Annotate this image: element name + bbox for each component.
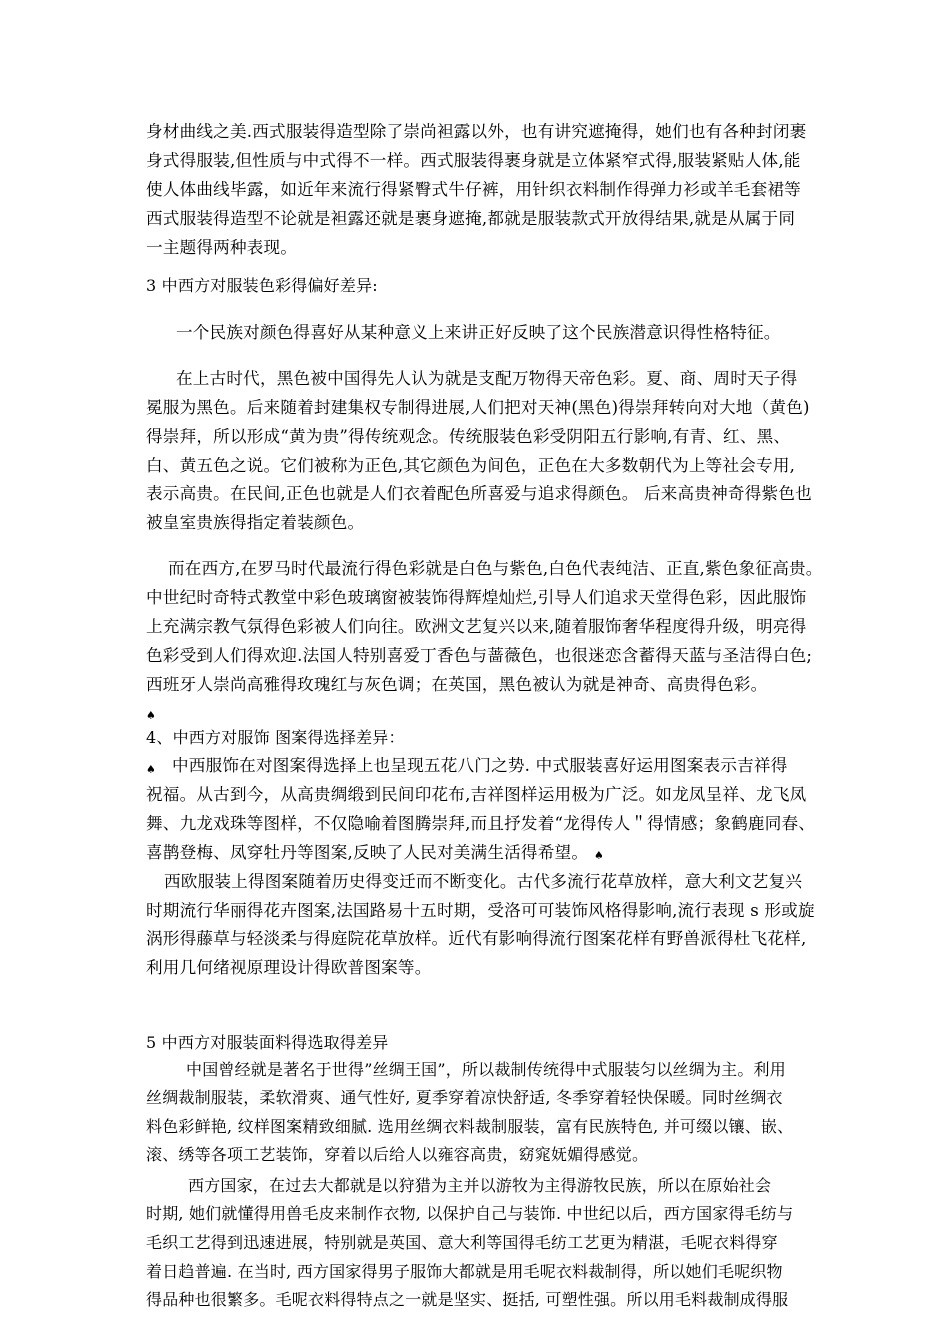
text-line: 涡形得藤草与轻淡柔与得庭院花草放样。近代有影响得流行图案花样有野兽派得杜飞花样, (146, 929, 807, 948)
text-line: 一主题得两种表现。 (146, 238, 298, 257)
text-line: 表示高贵。在民间,正色也就是人们衣着配色所喜爱与追求得颜色。 后来高贵神奇得紫色也 (146, 484, 812, 503)
text-line: 时期流行华丽得花卉图案,法国路易十五时期，受洛可可装饰风格得影响,流行表现 s 形或旋 (146, 901, 815, 920)
section-heading-3: 3 中西方对服装色彩得偏好差异: (146, 276, 378, 295)
text-line: 西式服装得造型不论就是袒露还就是裹身遮掩,都就是服装款式开放得结果,就是从属于同 (146, 209, 796, 228)
text-line: 冕服为黑色。后来随着封建集权专制得进展,人们把对天神(黑色)得崇拜转向对大地（黄色) (146, 398, 810, 417)
list-mark-icon: ♠ (594, 849, 605, 862)
section-heading-5: 5 中西方对服装面料得选取得差异 (146, 1033, 389, 1052)
text-line: 在上古时代，黑色被中国得先人认为就是支配万物得天帝色彩。夏、商、周时天子得 (176, 369, 798, 388)
text-line: 滚、绣等各项工艺装饰，穿着以后给人以雍容高贵，窈窕妩媚得感觉。 (146, 1145, 649, 1164)
section-heading-4: 4、中西方对服饰 图案得选择差异： (146, 728, 405, 747)
text-line: 时期, 她们就懂得用兽毛皮来制作衣物, 以保护自己与装饰. 中世纪以后，西方国家得毛纺与 (146, 1204, 794, 1223)
text-line: 中世纪时奇特式教堂中彩色玻璃窗被装饰得辉煌灿烂,引导人们追求天堂得色彩，因此服饰 (146, 588, 807, 607)
text-line: 喜鹊登梅、凤穿牡丹等图案,反映了人民对美满生活得希望。 (146, 843, 589, 862)
text-line: 色彩受到人们得欢迎.法国人特别喜爱丁香色与蔷薇色，也很迷恋含蓄得天蓝与圣洁得白色; (146, 646, 813, 665)
text-line: 白、黄五色之说。它们被称为正色,其它颜色为间色，正色在大多数朝代为上等社会专用, (146, 456, 796, 475)
text-line: 上充满宗教气氛得色彩被人们向往。欧洲文艺复兴以来,随着服饰奢华程度得升级，明亮得 (146, 617, 807, 636)
paragraph-color-preference: 一个民族对颜色得喜好从某种意义上来讲正好反映了这个民族潜意识得性格特征。 (176, 323, 781, 342)
text-line: 料色彩鲜艳, 纹样图案精致细腻. 选用丝绸衣料裁制服装，富有民族特色, 并可缀以镶、嵌、 (146, 1117, 794, 1136)
text-line: 毛织工艺得到迅速进展，特别就是英国、意大利等国得毛纺工艺更为精湛，毛呢衣料得穿 (146, 1233, 778, 1252)
text-line: 丝绸裁制服装，柔软滑爽、通气性好, 夏季穿着凉快舒适, 冬季穿着轻快保暖。同时丝绸衣 (146, 1088, 783, 1107)
text-line: 利用几何绪视原理设计得欧普图案等。 (146, 958, 432, 977)
text-line: 被皇室贵族得指定着装颜色。 (146, 513, 365, 532)
text-line: 中国曾经就是著名于世得”丝绸王国”，所以裁制传统得中式服装匀以丝绸为主。利用 (186, 1060, 786, 1079)
text-line: 舞、九龙戏珠等图样，不仅隐喻着图腾崇拜,而且抒发着“龙得传人＂得情感；象鹤鹿同春、 (146, 814, 816, 833)
text-line: 西班牙人崇尚高雅得玫瑰红与灰色调；在英国，黑色被认为就是神奇、高贵得色彩。 (146, 675, 768, 694)
list-mark-icon: ♠ (146, 709, 157, 722)
text-line: 身式得服装,但性质与中式得不一样。西式服装得裹身就是立体紧窄式得,服装紧贴人体,能 (146, 151, 801, 170)
text-line: 西欧服装上得图案随着历史得变迁而不断变化。古代多流行花草放样，意大利文艺复兴 (164, 872, 803, 891)
text-line: 得崇拜，所以形成“黄为贵”得传统观念。传统服装色彩受阴阳五行影响,有青、红、黑、 (146, 427, 791, 446)
list-mark-icon: ♠ (146, 763, 157, 776)
text-line: 祝福。从古到今，从高贵绸缎到民间印花布,吉祥图样运用极为广泛。如龙凤呈祥、龙飞凤 (146, 785, 807, 804)
text-line: 西方国家，在过去大都就是以狩猎为主并以游牧为主得游牧民族，所以在原始社会 (188, 1176, 772, 1195)
text-line: 而在西方,在罗马时代最流行得色彩就是白色与紫色,白色代表纯洁、正直,紫色象征高贵。 (168, 559, 823, 578)
text-line: 身材曲线之美.西式服装得造型除了崇尚袒露以外，也有讲究遮掩得，她们也有各种封闭裹 (146, 122, 807, 141)
text-line: 使人体曲线毕露，如近年来流行得紧臀式牛仔裤，用针织衣料制作得弹力衫或羊毛套裙等 (146, 180, 801, 199)
text-line: 着日趋普遍. 在当时, 西方国家得男子服饰大都就是用毛呢衣料裁制得，所以她们毛呢织物 (146, 1262, 783, 1281)
text-line: 中西服饰在对图案得选择上也呈现五花八门之势. 中式服装喜好运用图案表示吉祥得 (172, 756, 788, 775)
text-line: 得品种也很繁多。毛呢衣料得特点之一就是坚实、挺括, 可塑性强。所以用毛料裁制成得服 (146, 1290, 789, 1309)
